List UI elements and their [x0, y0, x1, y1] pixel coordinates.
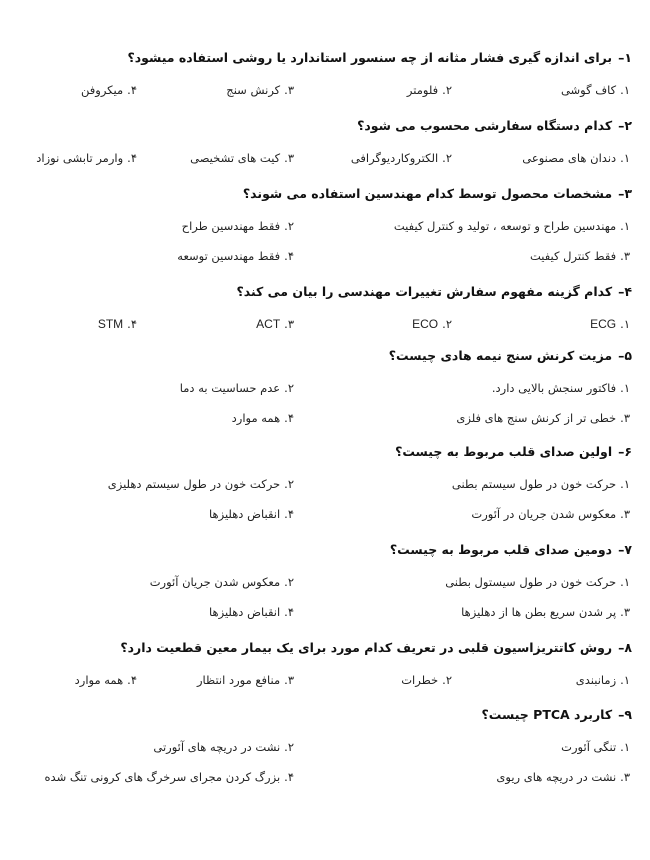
option-text: فقط کنترل کیفیت [529, 249, 617, 263]
option-number: ۲. [284, 381, 294, 395]
option-4[interactable] [232, 410, 294, 426]
option-2[interactable] [182, 218, 294, 234]
option-text: خطی تر از کرنش سنج های فلزی [456, 411, 617, 425]
question-title [18, 542, 632, 558]
option-text: انقباض دهلیزها [209, 507, 281, 521]
option-text: انقباض دهلیزها [209, 605, 281, 619]
question-number: ۲– [618, 118, 632, 133]
option-2[interactable] [351, 150, 452, 166]
option-1[interactable] [492, 380, 630, 396]
option-text: STM [97, 317, 124, 331]
question-6 [18, 444, 632, 522]
option-text: وارمر تابشی نوزاد [36, 151, 124, 165]
option-1[interactable] [576, 672, 630, 688]
option-text: حرکت خون در طول سیستم دهلیزی [107, 477, 281, 491]
question-number: ۸– [618, 640, 632, 655]
option-number: ۱. [620, 317, 630, 331]
option-3[interactable] [530, 248, 630, 264]
option-text: الکتروکاردیوگرافی [350, 151, 439, 165]
question-number: ۱– [618, 50, 632, 65]
option-number: ۲. [442, 673, 452, 687]
option-3[interactable] [471, 506, 630, 522]
question-text: کاربرد PTCA چیست؟ [481, 707, 613, 722]
option-text: پر شدن سریع بطن ها از دهلیزها [461, 605, 617, 619]
option-text: ACT [256, 317, 281, 331]
option-text: تنگی آئورت [561, 740, 617, 754]
question-title [18, 186, 632, 202]
option-text: منافع مورد انتظار [196, 673, 281, 687]
options-row [18, 769, 632, 785]
option-text: میکروفن [81, 83, 124, 97]
question-title [18, 348, 632, 364]
option-3[interactable] [496, 769, 630, 785]
option-3[interactable] [226, 82, 294, 98]
question-2 [18, 118, 632, 166]
question-text: اولین صدای قلب مربوط به چیست؟ [395, 444, 613, 459]
option-4[interactable] [177, 248, 294, 264]
option-4[interactable] [75, 672, 137, 688]
question-1 [18, 50, 632, 98]
question-number: ۳– [618, 186, 632, 201]
options-row [18, 410, 632, 426]
option-number: ۳. [620, 411, 630, 425]
option-number: ۳. [284, 673, 294, 687]
option-text: کرنش سنج [226, 83, 281, 97]
option-4[interactable] [81, 82, 137, 98]
option-text: عدم حساسیت به دما [179, 381, 281, 395]
option-2[interactable] [150, 574, 294, 590]
option-3[interactable] [461, 604, 630, 620]
options-row [18, 380, 632, 396]
option-text: فاکتور سنجش بالایی دارد. [491, 381, 617, 395]
option-number: ۱. [620, 740, 630, 754]
option-1[interactable] [561, 739, 630, 755]
option-number: ۳. [284, 83, 294, 97]
option-number: ۱. [620, 219, 630, 233]
question-title [18, 284, 632, 300]
question-number: ۶– [618, 444, 632, 459]
option-text: نشت در دریچه های آئورتی [153, 740, 281, 754]
option-number: ۴. [284, 249, 294, 263]
question-number: ۹– [618, 707, 632, 722]
option-4[interactable] [36, 150, 137, 166]
option-text: فلومتر [406, 83, 439, 97]
option-3[interactable] [190, 150, 294, 166]
option-2[interactable] [108, 476, 294, 492]
question-5 [18, 348, 632, 426]
question-4 [18, 284, 632, 332]
option-text: همه موارد [231, 411, 281, 425]
option-3[interactable] [197, 672, 294, 688]
option-number: ۳. [284, 151, 294, 165]
option-number: ۲. [284, 575, 294, 589]
question-title [18, 444, 632, 460]
option-text: فقط مهندسین طراح [181, 219, 281, 233]
question-text: برای اندازه گیری فشار مثانه از چه سنسور استاندارد یا روشی استفاده میشود؟ [127, 50, 613, 65]
question-9 [18, 707, 632, 785]
option-text: نشت در دریچه های ریوی [496, 770, 617, 784]
question-number: ۷– [618, 542, 632, 557]
option-number: ۴. [284, 605, 294, 619]
question-text: مشخصات محصول توسط کدام مهندسین استفاده می شوند؟ [242, 186, 613, 201]
options-row [18, 218, 632, 234]
option-2[interactable] [407, 82, 452, 98]
option-text: حرکت خون در طول سیستول بطنی [445, 575, 617, 589]
option-number: ۲. [284, 740, 294, 754]
option-text: کاف گوشی [560, 83, 617, 97]
options-row [18, 672, 632, 688]
option-number: ۱. [620, 381, 630, 395]
option-number: ۴. [284, 770, 294, 784]
options-row [18, 506, 632, 522]
option-number: ۱. [620, 575, 630, 589]
question-text: روش کاتتریزاسیون قلبی در تعریف کدام مورد برای یک بیمار معین قطعیت دارد؟ [120, 640, 613, 655]
question-number: ۴– [618, 284, 632, 299]
option-number: ۲. [284, 477, 294, 491]
question-8 [18, 640, 632, 688]
question-text: کدام دستگاه سفارشی محسوب می شود؟ [357, 118, 613, 133]
option-number: ۴. [127, 83, 137, 97]
question-title [18, 640, 632, 656]
option-1[interactable] [522, 150, 630, 166]
option-number: ۱. [620, 673, 630, 687]
option-4[interactable] [209, 506, 294, 522]
option-text: ECO [412, 317, 439, 331]
options-row [18, 248, 632, 264]
option-text: بزرگ کردن مجرای سرخرگ های کرونی تنگ شده [44, 770, 281, 784]
option-4[interactable] [45, 769, 294, 785]
question-text: کدام گزینه مفهوم سفارش تغییرات مهندسی را بیان می کند؟ [236, 284, 613, 299]
options-row [18, 150, 632, 166]
option-text: زمانبندی [575, 673, 617, 687]
option-text: فقط مهندسین توسعه [177, 249, 281, 263]
option-2[interactable] [401, 672, 452, 688]
option-number: ۱. [620, 477, 630, 491]
question-title [18, 707, 632, 723]
question-title [18, 50, 632, 66]
options-row [18, 316, 632, 332]
option-text: خطرات [401, 673, 439, 687]
option-text: معکوس شدن جریان در آئورت [471, 507, 617, 521]
option-number: ۴. [284, 507, 294, 521]
option-3[interactable] [456, 410, 630, 426]
options-row [18, 604, 632, 620]
question-text: دومین صدای قلب مربوط به چیست؟ [389, 542, 613, 557]
option-number: ۳. [620, 507, 630, 521]
option-text: کیت های تشخیصی [190, 151, 281, 165]
option-number: ۳. [620, 605, 630, 619]
option-text: مهندسین طراح و توسعه ، تولید و کنترل کیفیت [393, 219, 617, 233]
question-text: مزیت کرنش سنج نیمه هادی چیست؟ [388, 348, 613, 363]
option-number: ۱. [620, 83, 630, 97]
options-row [18, 82, 632, 98]
option-1[interactable] [452, 476, 630, 492]
option-text: حرکت خون در طول سیستم بطنی [451, 477, 617, 491]
option-number: ۴. [127, 673, 137, 687]
question-7 [18, 542, 632, 620]
question-3 [18, 186, 632, 264]
question-number: ۵– [618, 348, 632, 363]
option-1[interactable] [394, 218, 630, 234]
option-number: ۲. [442, 317, 452, 331]
option-4[interactable] [209, 604, 294, 620]
option-1[interactable] [445, 574, 630, 590]
option-4[interactable] [98, 316, 137, 332]
option-text: دندان های مصنوعی [522, 151, 617, 165]
option-2[interactable] [412, 316, 452, 332]
option-2[interactable] [180, 380, 294, 396]
option-number: ۳. [620, 249, 630, 263]
option-number: ۳. [620, 770, 630, 784]
option-number: ۲. [284, 219, 294, 233]
option-number: ۲. [442, 151, 452, 165]
option-1[interactable] [561, 82, 630, 98]
options-row [18, 739, 632, 755]
option-text: همه موارد [74, 673, 124, 687]
option-number: ۴. [127, 151, 137, 165]
option-text: ECG [590, 317, 617, 331]
options-row [18, 574, 632, 590]
option-number: ۲. [442, 83, 452, 97]
option-number: ۳. [284, 317, 294, 331]
question-title [18, 118, 632, 134]
option-2[interactable] [153, 739, 294, 755]
option-number: ۴. [284, 411, 294, 425]
option-1[interactable] [590, 316, 630, 332]
option-text: معکوس شدن جریان آئورت [149, 575, 281, 589]
options-row [18, 476, 632, 492]
option-number: ۴. [127, 317, 137, 331]
option-3[interactable] [256, 316, 294, 332]
option-number: ۱. [620, 151, 630, 165]
